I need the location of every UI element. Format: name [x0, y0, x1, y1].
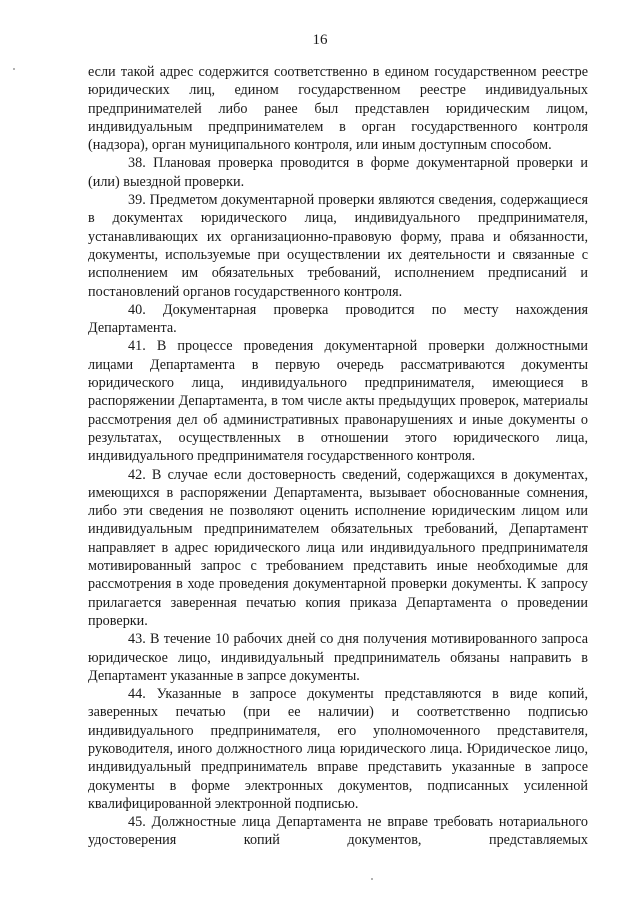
scan-speck: [13, 68, 15, 70]
paragraph-38: 38. Плановая проверка проводится в форме документарной проверки и (или) выездной проверки.: [88, 155, 588, 190]
document-body: [88, 63, 588, 850]
paragraph-41: 41. В процессе проведения документарной проверки должностными лицами Департамента в первую очередь рассматриваются документы юридического лица, индивидуального предпринимателя, имеющиеся в распоряжении Департамента, в том числе акты предыдущих проверок, материалы рассмотрения дел об административных правонарушениях и иные документы о результатах, осуществленных в отношении этого юридического лица, индивидуального предпринимателя государственного контроля.: [88, 338, 588, 465]
paragraph-44: 44. Указанные в запросе документы представляются в виде копий, заверенных печатью (при ее наличии) и соответственно подписью индивидуального предпринимателя, его уполномоченного представителя, руководителя, иного должностного лица юридического лица. Юридическое лицо, индивидуальный предприниматель вправе представить указанные в запросе документы в форме электронных документов, подписанных усиленной квалифицированной электронной подписью.: [88, 686, 588, 812]
paragraph-42: 42. В случае если достоверность сведений, содержащихся в документах, имеющихся в распоряжении Департамента, вызывает обоснованные сомнения, либо эти сведения не позволяют оценить исполнение юридическим лицом или индивидуальным предпринимателем обязательных требований, Департамент направляет в адрес юридического лица или индивидуального предпринимателя мотивированный запрос с требованием представить иные необходимые для рассмотрения в ходе проведения документарной проверки документы. К запросу прилагается заверенная печатью копия приказа Департамента о проведении проверки.: [88, 466, 588, 629]
page-number: 16: [312, 32, 328, 48]
paragraph-37-continuation: если такой адрес содержится соответственно в едином государственном реестре юридических лиц, едином государственном реестре индивидуальных предпринимателей либо ранее был представлен юридическим лицом, индивидуальным предпринимателем в орган государственного контроля (надзора), орган муниципального контроля, или иным доступным способом.: [88, 64, 588, 154]
scan-speck: [371, 878, 373, 880]
paragraph-43: 43. В течение 10 рабочих дней со дня получения мотивированного запроса юридическое лицо, индивидуальный предприниматель обязаны направить в Департамент указанные в запрсе документы.: [88, 631, 588, 684]
paragraph-45: 45. Должностные лица Департамента не вправе требовать нотариального удостоверения копий документов, представляемых: [88, 814, 588, 849]
paragraph-40: 40. Документарная проверка проводится по месту нахождения Департамента.: [88, 301, 588, 337]
paragraph-39: 39. Предметом документарной проверки являются сведения, содержащиеся в документах юридического лица, индивидуального предпринимателя, устанавливающих их организационно-правовую форму, права и обязанности, документы, используемые при осуществлении их деятельности и связанные с исполнением им обязательных требований, исполнением предписаний и постановлений органов государственного контроля.: [88, 192, 588, 300]
